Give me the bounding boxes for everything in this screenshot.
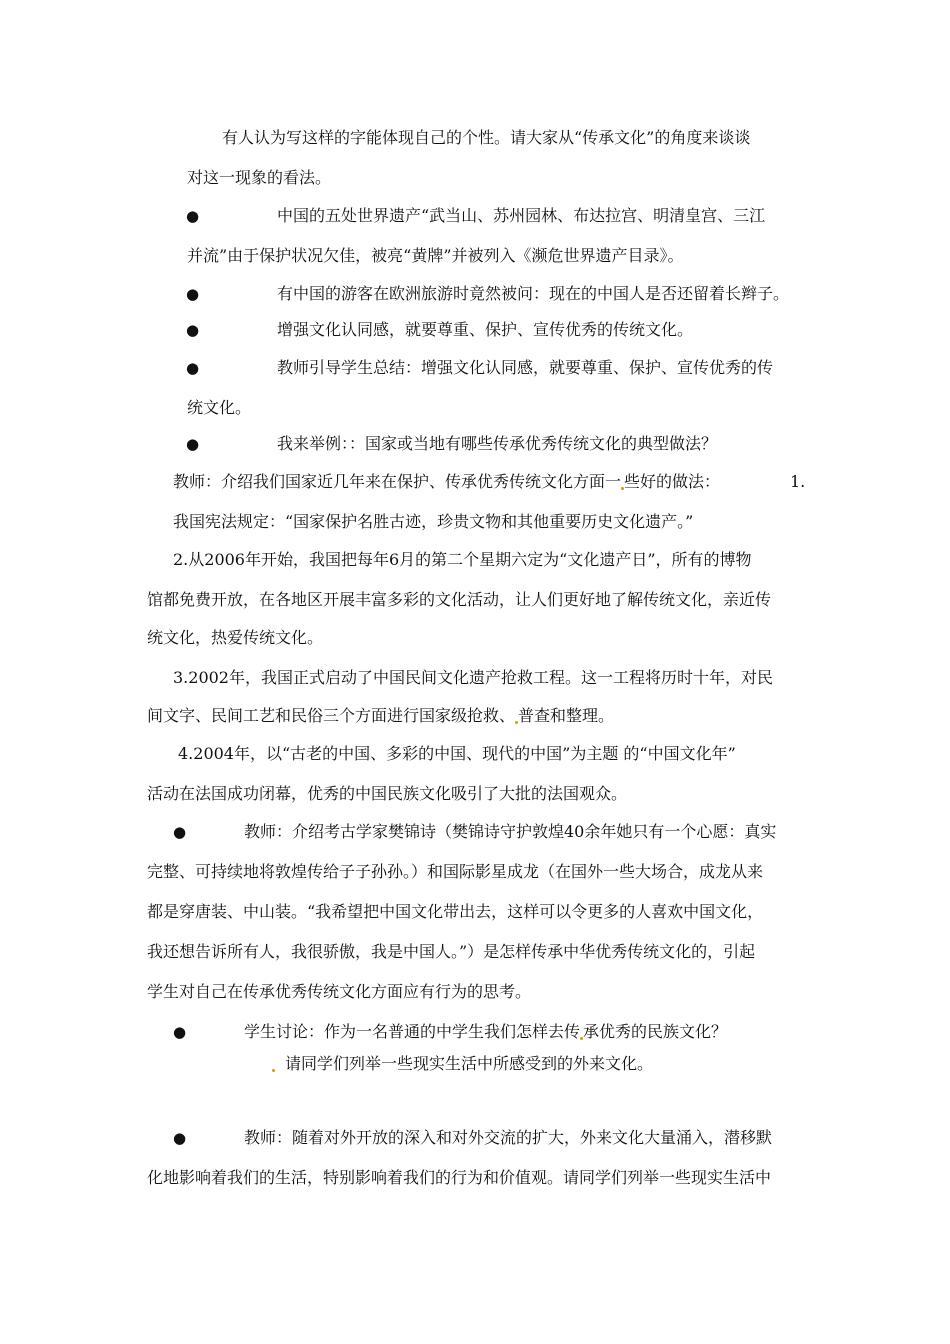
text-line: 我国宪法规定：“国家保护名胜古迹，珍贵文物和其他重要历史文化遗产。”	[173, 512, 694, 531]
bullet-icon: ●	[173, 823, 187, 841]
bullet-icon: ●	[186, 359, 200, 377]
list-number: 1.	[790, 472, 806, 491]
text-line	[147, 706, 614, 726]
text-line: 3.2002年，我国正式启动了中国民间文化遗产抢救工程。这一工程将历时十年，对民	[173, 668, 773, 687]
text-line: 化地影响着我们的生活，特别影响着我们的行为和价值观。请同学们列举一些现实生活中	[147, 1168, 772, 1187]
text-line: 对这一现象的看法。	[187, 168, 332, 187]
text-fragment: 请同学们列举一些现实生活中所感受到的外来文化。	[285, 1054, 654, 1073]
text-line: 馆都免费开放，在各地区开展丰富多彩的文化活动，让人们更好地了解传统文化，亲近传	[147, 590, 772, 609]
text-line	[244, 1022, 727, 1042]
text-fragment: 承优秀的民族文化？	[583, 1022, 728, 1041]
text-line	[272, 1054, 653, 1074]
text-line: 教师引导学生总结：增强文化认同感，就要尊重、保护、宣传优秀的传	[277, 358, 774, 377]
text-fragment: 教师：介绍我们国家近几年来在保护、传承优秀传统文化方面一	[173, 472, 622, 491]
text-line: 完整、可持续地将敦煌传给子子孙孙。）和国际影星成龙（在国外一些大场合，成龙从来	[147, 862, 764, 881]
text-line	[173, 472, 720, 492]
text-line: 学生对自己在传承优秀传统文化方面应有行为的思考。	[147, 982, 532, 1001]
text-fragment: 些好的做法：	[624, 472, 721, 491]
bullet-icon: ●	[173, 1129, 187, 1147]
text-line: 都是穿唐装、中山装。“我希望把中国文化带出去，这样可以令更多的人喜欢中国文化，	[147, 902, 764, 921]
text-fragment: 学生讨论：作为一名普通的中学生我们怎样去传	[244, 1022, 581, 1041]
bullet-icon: ●	[186, 285, 200, 303]
bullet-icon: ●	[186, 435, 200, 453]
text-line: 并流”由于保护状况欠佳，被亮“黄牌”并被列入《濒危世界遗产目录》。	[187, 246, 684, 265]
text-line: 增强文化认同感，就要尊重、保护、宣传优秀的传统文化。	[277, 320, 694, 339]
text-line: 活动在法国成功闭幕，优秀的中国民族文化吸引了大批的法国观众。	[147, 784, 628, 803]
mark-dot	[272, 1069, 275, 1072]
text-fragment: 普查和整理。	[518, 706, 615, 725]
text-line: 统文化。	[187, 398, 252, 417]
text-line: 中国的五处世界遗产“武当山、苏州园林、布达拉宫、明清皇宫、三江	[277, 206, 766, 225]
text-line: 4.2004年，以“古老的中国、多彩的中国、现代的中国”为主题 的“中国文化年”	[178, 744, 736, 763]
bullet-icon: ●	[186, 321, 200, 339]
text-line: 教师：介绍考古学家樊锦诗（樊锦诗守护敦煌40余年她只有一个心愿：真实	[244, 822, 777, 841]
text-line: 我还想告诉所有人，我很骄傲，我是中国人。”）是怎样传承中华优秀传统文化的，引起	[147, 942, 756, 961]
text-line: 有中国的游客在欧洲旅游时竟然被问：现在的中国人是否还留着长辫子。	[277, 284, 790, 303]
text-line: 教师：随着对外开放的深入和对外交流的扩大，外来文化大量涌入，潜移默	[244, 1128, 773, 1147]
text-line: 有人认为写这样的字能体现自己的个性。请大家从“传承文化”的角度来谈谈	[222, 128, 751, 147]
bullet-icon: ●	[173, 1023, 187, 1041]
text-line: 2.从2006年开始，我国把每年6月的第二个星期六定为“文化遗产日”，所有的博物	[173, 550, 752, 569]
bullet-icon: ●	[186, 207, 200, 225]
text-line: 我来举例：：国家或当地有哪些传承优秀传统文化的典型做法？	[277, 434, 718, 453]
text-fragment: 间文字、民间工艺和民俗三个方面进行国家级抢救、	[147, 706, 516, 725]
text-line: 统文化，热爱传统文化。	[147, 628, 324, 647]
